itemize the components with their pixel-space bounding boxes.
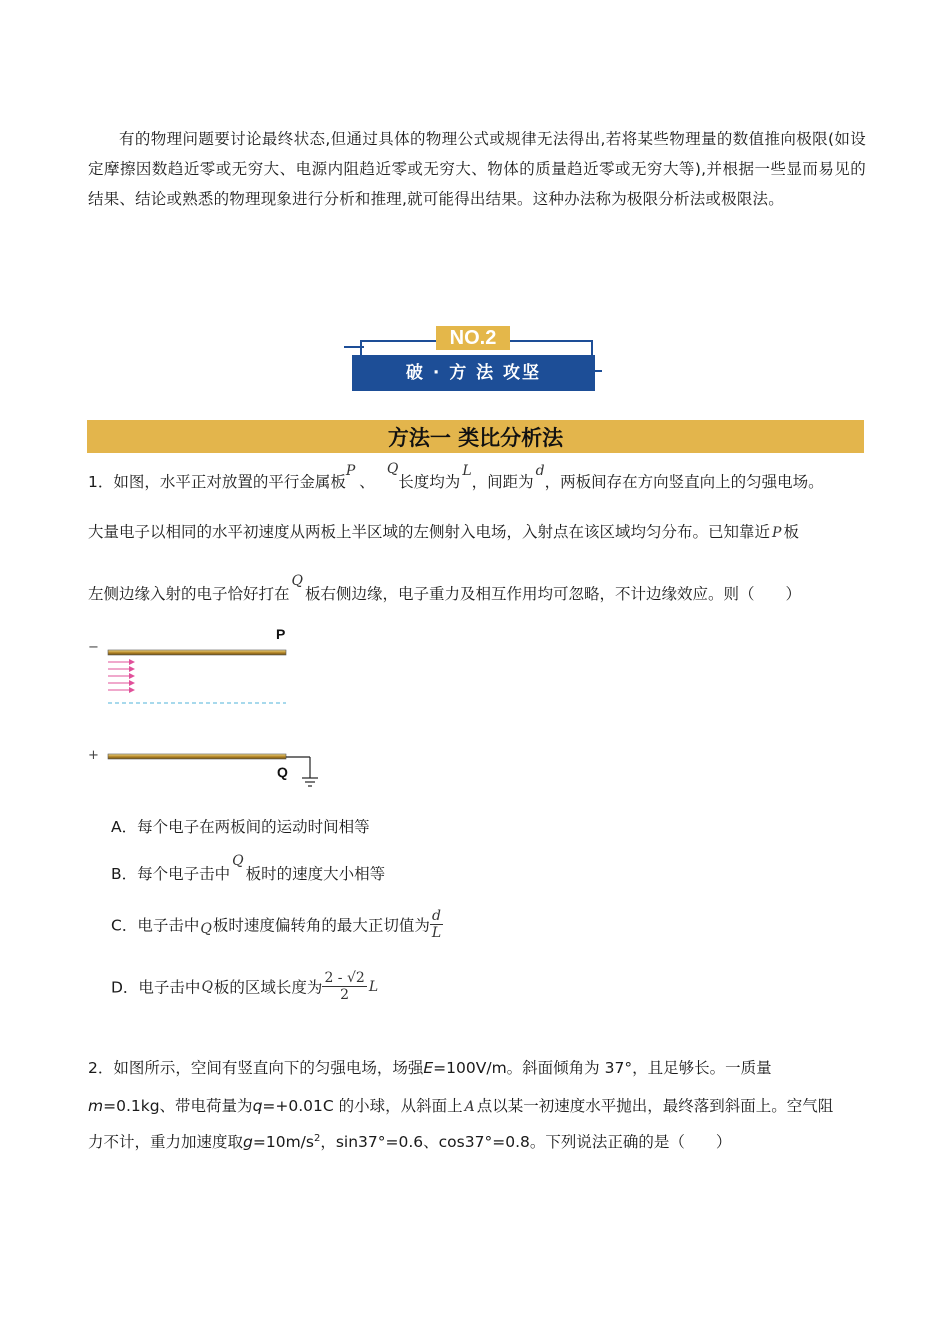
badge-number: NO.2 <box>436 326 510 350</box>
ground-icon <box>286 757 318 786</box>
intro-paragraph: 有的物理问题要讨论最终状态,但通过具体的物理公式或规律无法得出,若将某些物理量的数值推向极限(如设定摩擦因数趋近零或无穷大、电源内阻趋近零或无穷大、物体的质量趋近零或无穷大等),并根据一些显而易见的结果、结论或熟悉的物理现象进行分析和推理,就可能得出结果。这种办法称为极限分析法或极限法。 <box>88 130 866 208</box>
q1-option-a: A．每个电子在两板间的运动时间相等 <box>111 818 370 836</box>
q1-line2: 大量电子以相同的水平初速度从两板上半区域的左侧射入电场，入射点在该区域均匀分布。已知靠近 P 板 <box>88 523 799 541</box>
plus-sign: + <box>88 748 99 763</box>
section-title: 方法一 类比分析法 <box>87 420 864 453</box>
electron-arrows <box>108 662 134 690</box>
q1-option-b: B．每个电子击中Q板时的速度大小相等 <box>111 853 386 883</box>
q1-option-d: D．电子击中Q板的区域长度为 $\frac{2 - √2}{2}$ L <box>111 970 379 1003</box>
badge-title: 破 · 方 法 攻坚 <box>352 355 595 391</box>
q1-option-c: C．电子击中Q板时速度偏转角的最大正切值为 $\frac{d}{L}$ <box>111 908 442 941</box>
plate-p-label: P <box>276 626 286 642</box>
q2-line1: 2．如图所示，空间有竖直向下的匀强电场，场强E=100V/m。斜面倾角为 37°，且足够长。一质量 <box>88 1059 772 1077</box>
bottom-plate <box>108 754 286 759</box>
q1-line1: 1．如图，水平正对放置的平行金属板P、Q长度均为L，间距为d，两板间存在方向竖直向上的匀强电场。 <box>88 461 824 491</box>
q2-line2: m=0.1kg、带电荷量为q=+0.01C 的小球，从斜面上 A 点以某一初速度水平抛出，最终落到斜面上。空气阻 <box>88 1097 834 1115</box>
q1-line3: 左侧边缘入射的电子恰好打在Q板右侧边缘，电子重力及相互作用均可忽略，不计边缘效应。则（ ） <box>88 573 802 603</box>
minus-sign: − <box>88 640 99 655</box>
q2-line3: 力不计，重力加速度取$g=10m/s^2$，sin37°=0.6、cos37°=0.8。下列说法正确的是（ ） <box>88 1132 732 1151</box>
section-badge <box>342 322 602 397</box>
option-c-fraction: $\frac{d}{L}$ <box>431 908 442 941</box>
q1-figure <box>86 624 326 794</box>
top-plate <box>108 650 286 655</box>
plates-diagram <box>86 624 326 794</box>
option-d-fraction: $\frac{2 - √2}{2}$ <box>324 970 365 1003</box>
plate-q-label: Q <box>277 764 288 780</box>
